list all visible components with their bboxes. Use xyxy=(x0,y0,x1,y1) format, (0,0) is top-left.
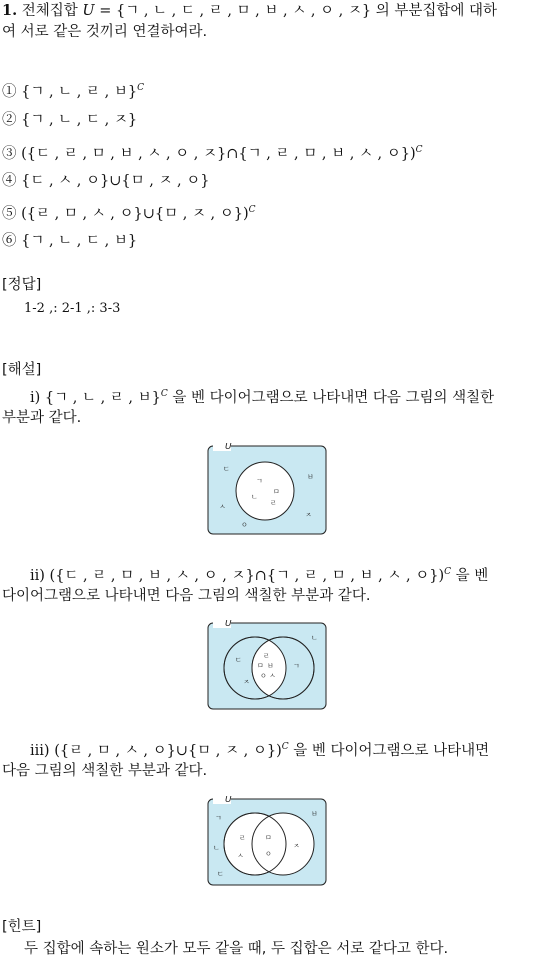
universe-label: U xyxy=(225,620,232,629)
complement-sup: C xyxy=(248,205,256,215)
hint-text: 두 집합에 속하는 원소가 모두 같을 때, 두 집합은 서로 같다고 한다. xyxy=(24,941,449,957)
choice-mark: ① xyxy=(2,83,17,100)
venn-element: ㅂ xyxy=(311,810,318,818)
choice-expr: {ㄱ , ㄴ , ㄷ , ㅂ} xyxy=(21,233,138,249)
choice-expr: {ㄷ , ㅅ , ㅇ}∪{ㅁ , ㅈ , ㅇ} xyxy=(21,173,210,189)
complement-sup: C xyxy=(444,567,451,577)
explanation-iii-line-2: 다음 그림의 색칠한 부분과 같다. xyxy=(2,763,208,779)
venn-element: ㄷ xyxy=(223,465,230,473)
venn-element: ㄱ xyxy=(256,477,263,485)
complement-sup: C xyxy=(137,83,144,93)
step-expr: ({ㄷ , ㄹ , ㅁ , ㅂ , ㅅ , ㅇ , ㅈ}∩{ㄱ , ㄹ , ㅁ , ㅂ , ㅅ , ㅇ}) xyxy=(49,567,445,584)
problem-line-2: 여 서로 같은 것끼리 연결하여라. xyxy=(2,24,208,40)
venn-element: ㄹ xyxy=(239,834,246,842)
choice-mark: ⑤ xyxy=(2,205,17,222)
venn-element: ㅈ xyxy=(243,678,250,686)
venn-element: ㄹ xyxy=(270,499,277,507)
venn-element: ㅈ xyxy=(305,511,312,519)
answer-text: 1-2 ,: 2-1 ,: 3-3 xyxy=(24,301,121,316)
venn-element: ㅅ xyxy=(219,503,226,511)
venn-element: ㅂ xyxy=(307,473,314,481)
step-text: 을 벤 xyxy=(455,567,489,584)
problem-text: 전체집합 xyxy=(21,3,78,19)
explanation-ii-line-2: 다이어그램으로 나타내면 다음 그림의 색칠한 부분과 같다. xyxy=(2,588,371,604)
universe-set: = {ㄱ , ㄴ , ㄷ , ㄹ , ㅁ , ㅂ , ㅅ , ㅇ , ㅈ} xyxy=(99,3,372,19)
choice-4 xyxy=(2,172,210,190)
choice-mark: ③ xyxy=(2,145,17,162)
answer-heading: [정답] xyxy=(2,277,42,293)
problem-text-cont: 의 부분집합에 대하 xyxy=(375,3,498,19)
complement-sup: C xyxy=(160,389,168,399)
explanation-iii-line xyxy=(30,738,489,760)
venn-element: ㄹ xyxy=(263,652,270,660)
hint-heading: [힌트] xyxy=(2,919,42,935)
venn-element: ㄴ xyxy=(311,634,318,642)
venn-element: ㅇ xyxy=(241,521,248,529)
venn-element: ㄴ xyxy=(213,844,220,852)
venn-element: ㅅ xyxy=(237,852,244,860)
step-expr: ({ㄹ , ㅁ , ㅅ , ㅇ}∪{ㅁ , ㅈ , ㅇ}) xyxy=(54,742,282,759)
explanation-i-line xyxy=(30,385,494,407)
universe-var: U xyxy=(82,3,95,19)
universe-label: U xyxy=(225,796,232,805)
explanation-ii-line xyxy=(30,563,488,585)
venn-element: ㄴ xyxy=(251,493,258,501)
venn-element: ㅈ xyxy=(293,842,300,850)
choice-expr: {ㄱ , ㄴ , ㄷ , ㅈ} xyxy=(21,112,138,128)
venn-element: ㅂ xyxy=(267,662,274,670)
choice-expr: ({ㄷ , ㄹ , ㅁ , ㅂ , ㅅ , ㅇ , ㅈ}∩{ㄱ , ㄹ , ㅁ , ㅂ , ㅅ , ㅇ}) xyxy=(21,145,416,162)
venn-diagram-3 xyxy=(207,796,328,889)
step-label: ⅲ) xyxy=(30,742,50,759)
step-expr: {ㄱ , ㄴ , ㄹ , ㅂ} xyxy=(44,389,161,406)
venn-element: ㄱ xyxy=(215,814,222,822)
choice-2 xyxy=(2,111,137,129)
choice-3 xyxy=(2,141,423,163)
step-label: ⅱ) xyxy=(30,567,45,584)
venn-element: ㅅ xyxy=(269,672,276,680)
choice-mark: ④ xyxy=(2,173,17,189)
choice-6 xyxy=(2,232,137,250)
step-text: 을 벤 다이어그램으로 나타내면 다음 그림의 색칠한 xyxy=(172,389,495,406)
venn-element: ㅇ xyxy=(265,850,272,858)
venn-diagram-1 xyxy=(207,443,328,538)
problem-number: 1. xyxy=(2,2,18,19)
step-label: ⅰ) xyxy=(30,389,41,406)
venn-element: ㄷ xyxy=(217,870,224,878)
venn-element: ㅁ xyxy=(257,662,264,670)
choice-1 xyxy=(2,79,144,101)
choice-5 xyxy=(2,201,256,223)
choice-mark: ⑥ xyxy=(2,233,17,249)
venn-element: ㄱ xyxy=(293,662,300,670)
complement-sup: C xyxy=(415,145,423,155)
venn-element: ㅁ xyxy=(265,834,272,842)
universe-label: U xyxy=(225,443,232,452)
venn-element: ㅁ xyxy=(273,488,280,496)
explanation-i-line-2: 부분과 같다. xyxy=(2,410,82,426)
choice-expr: {ㄱ , ㄴ , ㄹ , ㅂ} xyxy=(21,83,138,100)
choice-expr: ({ㄹ , ㅁ , ㅅ , ㅇ}∪{ㅁ , ㅈ , ㅇ}) xyxy=(21,205,249,222)
problem-line-1 xyxy=(2,2,497,20)
explanation-heading: [해설] xyxy=(2,362,42,378)
venn-element: ㄷ xyxy=(235,656,242,664)
venn-diagram-2 xyxy=(207,620,328,713)
choice-mark: ② xyxy=(2,112,17,128)
step-text: 을 벤 다이어그램으로 나타내면 xyxy=(293,742,490,759)
venn-element: ㅇ xyxy=(260,672,267,680)
complement-sup: C xyxy=(281,742,289,752)
